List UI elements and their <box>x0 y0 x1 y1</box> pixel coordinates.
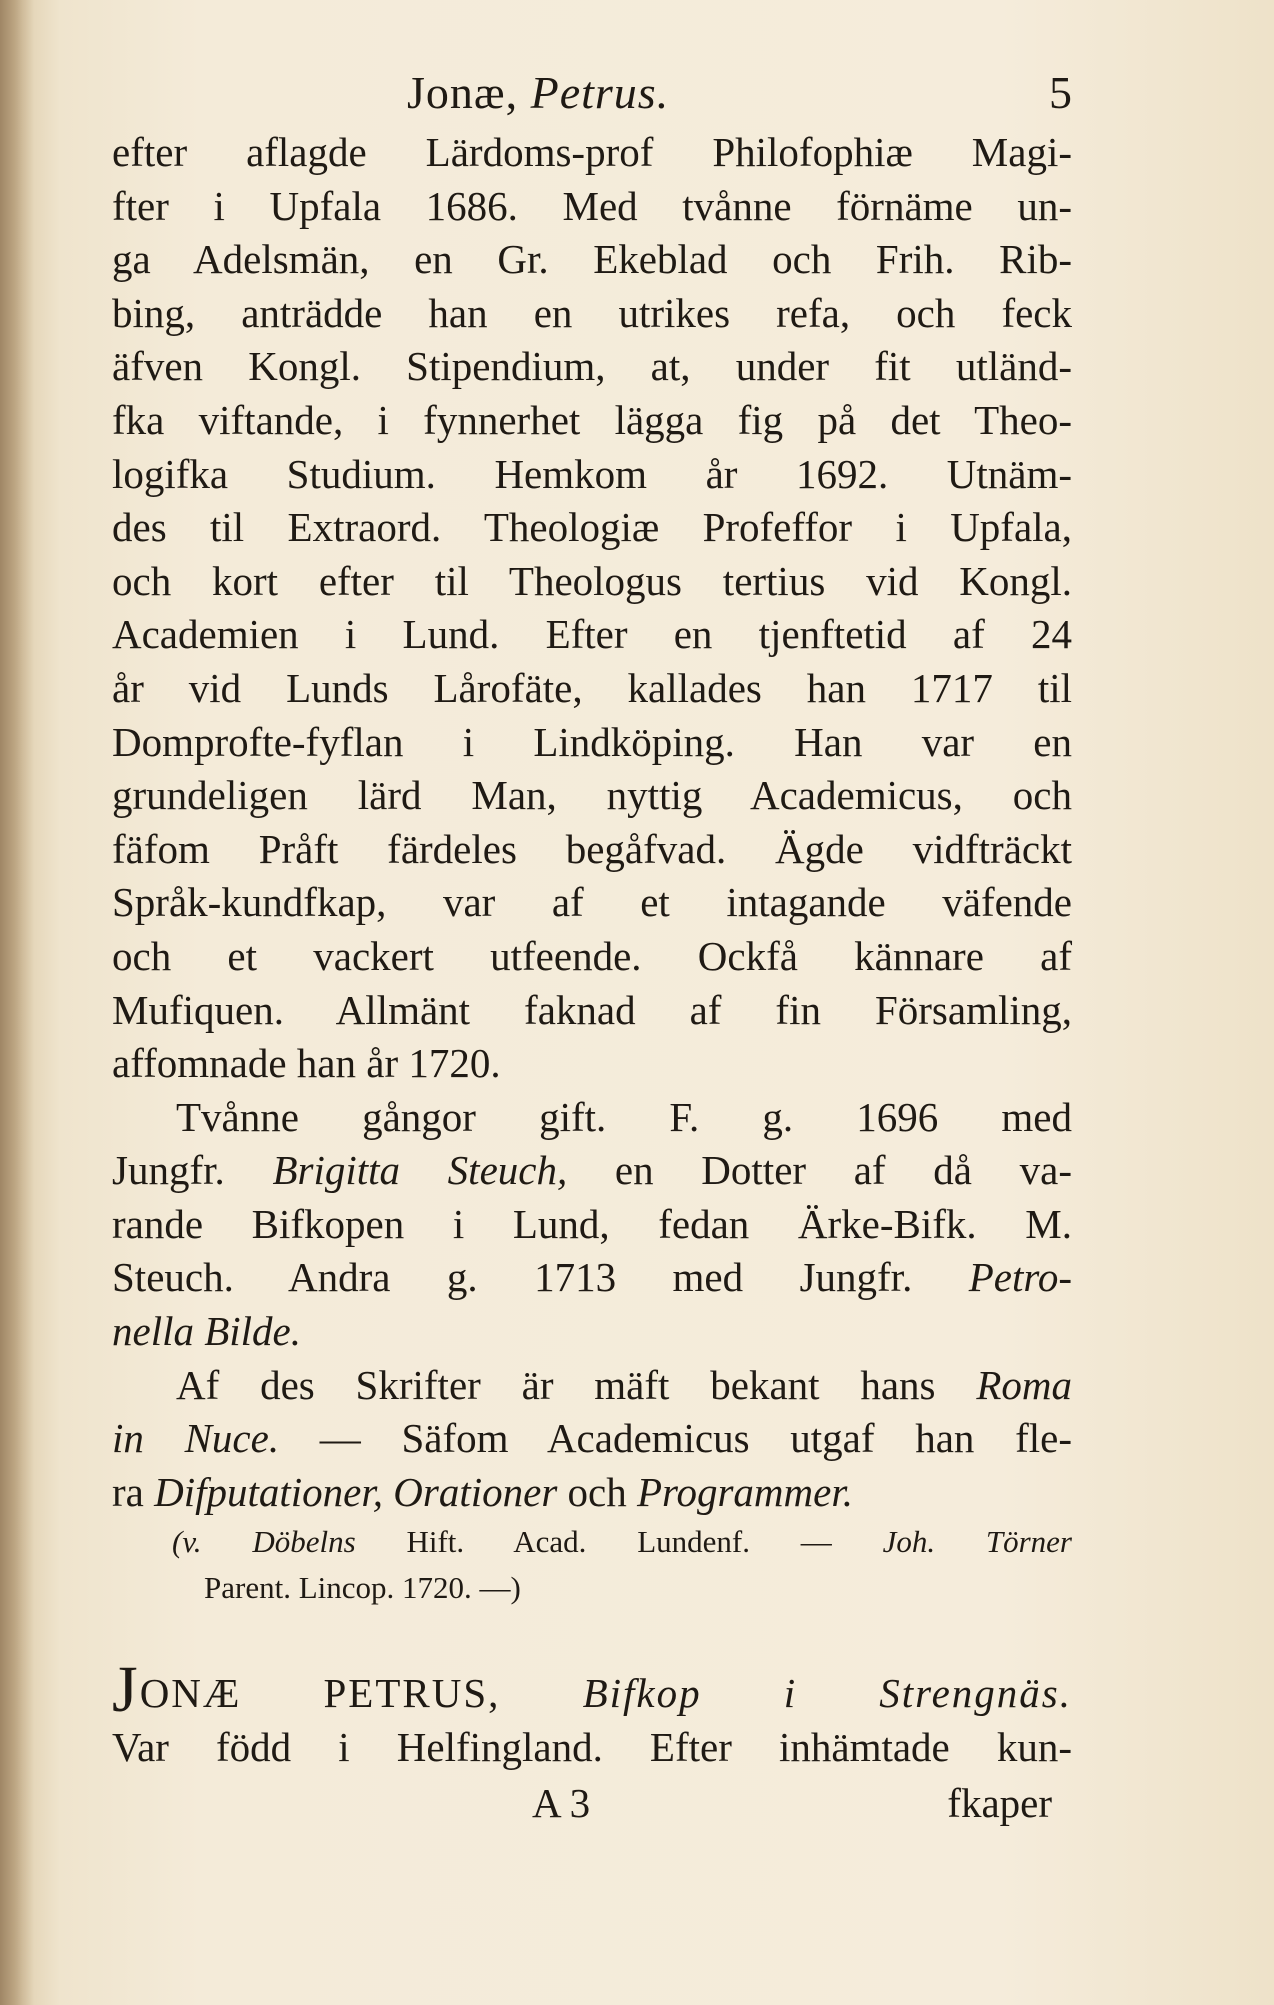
text-line <box>112 1251 1072 1305</box>
entry-heading <box>112 1653 1072 1727</box>
text-line: efter aflagde Lärdoms-prof Philofophiæ Magi- <box>112 129 1072 175</box>
text-line: grundeligen lärd Man, nyttig Academicus, och <box>112 772 1072 819</box>
text-line: fka viftande, i fynnerhet lägga fig på det Theo- <box>112 396 1072 443</box>
page-text <box>112 60 1072 1831</box>
note-span: (v. <box>172 1524 202 1560</box>
note-author: Döbelns <box>252 1524 356 1560</box>
paragraph-biography <box>112 126 1072 1091</box>
running-head-given: Petrus. <box>530 67 670 118</box>
signature-mark: A 3 <box>532 1780 591 1827</box>
text-line: Var född i Helfingland. Efter inhämtade kun- <box>112 1724 1072 1771</box>
running-head-name: Jonæ, <box>407 67 519 118</box>
running-head <box>407 60 669 126</box>
text-line: ga Adelsmän, en Gr. Ekeblad och Frih. Rib- <box>112 236 1072 283</box>
entry-title: Bifkop i Strengnäs. <box>582 1670 1072 1717</box>
spouse-name: Petro- <box>968 1254 1072 1301</box>
text-line: affomnade han år 1720. <box>112 1040 501 1087</box>
catchword: fkaper <box>947 1780 1052 1827</box>
entry-jonae-petrus <box>112 1653 1072 1775</box>
text-line: och et vackert utfeende. Ockfå kännare af <box>112 932 1072 979</box>
drop-cap: J <box>112 1653 140 1727</box>
text-line <box>112 1412 1072 1466</box>
text-span: Jungfr. <box>112 1147 225 1194</box>
text-line: år vid Lunds Lårofäte, kallades han 1717 til <box>112 664 1072 711</box>
text-line: rande Bifkopen i Lund, fedan Ärke-Bifk. M. <box>112 1200 1072 1247</box>
paragraph-writings <box>112 1359 1072 1520</box>
text-line: des til Extraord. Theologiæ Profeffor i Upfala, <box>112 504 1072 551</box>
work-title: Orationer <box>393 1468 558 1515</box>
note-span: Hift. Acad. Lundenf. — <box>406 1524 832 1560</box>
work-title: in Nuce. <box>112 1415 280 1462</box>
text-line: Domprofte-fyflan i Lindköping. Han var en <box>112 718 1072 765</box>
text-line: äfven Kongl. Stipendium, at, under fit utländ- <box>112 343 1072 390</box>
text-line: och kort efter til Theologus tertius vid Kongl. <box>112 557 1072 604</box>
text-line <box>112 1359 1072 1413</box>
text-span: och <box>567 1468 627 1515</box>
work-title: Roma <box>976 1361 1072 1408</box>
text-line: bing, anträdde han en utrikes refa, och feck <box>112 289 1072 336</box>
text-span: ra <box>112 1468 144 1515</box>
text-line: Språk-kundfkap, var af et intagande väfende <box>112 879 1072 926</box>
text-span: Steuch. Andra g. 1713 med Jungfr. <box>112 1254 913 1301</box>
work-title: Difputationer, <box>154 1468 384 1515</box>
book-spine-shadow <box>0 0 34 2005</box>
text-span: en Dotter af då va- <box>614 1147 1073 1194</box>
page-header <box>112 60 1072 126</box>
entry-separator <box>112 1611 1072 1665</box>
text-line <box>112 1466 1072 1520</box>
text-span: — Säfom Academicus utgaf han fle- <box>319 1415 1072 1462</box>
text-line <box>112 1144 1072 1198</box>
paragraph-marriages <box>112 1091 1072 1359</box>
work-title: Programmer. <box>637 1468 854 1515</box>
text-line: Tvånne gångor gift. F. g. 1696 med <box>176 1093 1072 1140</box>
note-author: Joh. Törner <box>882 1524 1072 1560</box>
reference-note <box>112 1519 1072 1611</box>
note-line: Parent. Lincop. 1720. —) <box>204 1570 521 1606</box>
spouse-name-line: nella Bilde. <box>112 1308 302 1355</box>
text-line: Mufiquen. Allmänt faknad af fin Församling, <box>112 986 1072 1033</box>
text-line: Academien i Lund. Efter en tjenftetid af 24 <box>112 611 1072 658</box>
spouse-name: Brigitta Steuch, <box>272 1147 568 1194</box>
page-footer <box>112 1775 1072 1831</box>
note-line <box>112 1519 1072 1565</box>
text-line: fter i Upfala 1686. Med tvånne förnäme un- <box>112 182 1072 229</box>
text-span: Af des Skrifter är mäft bekant hans <box>176 1361 936 1408</box>
entry-name: ONÆ PETRUS, <box>139 1670 501 1717</box>
page-number: 5 <box>1049 67 1072 118</box>
text-line: fäfom Pråft färdeles begåfvad. Ägde vidfträckt <box>112 825 1072 872</box>
text-line: logifka Studium. Hemkom år 1692. Utnäm- <box>112 450 1072 497</box>
